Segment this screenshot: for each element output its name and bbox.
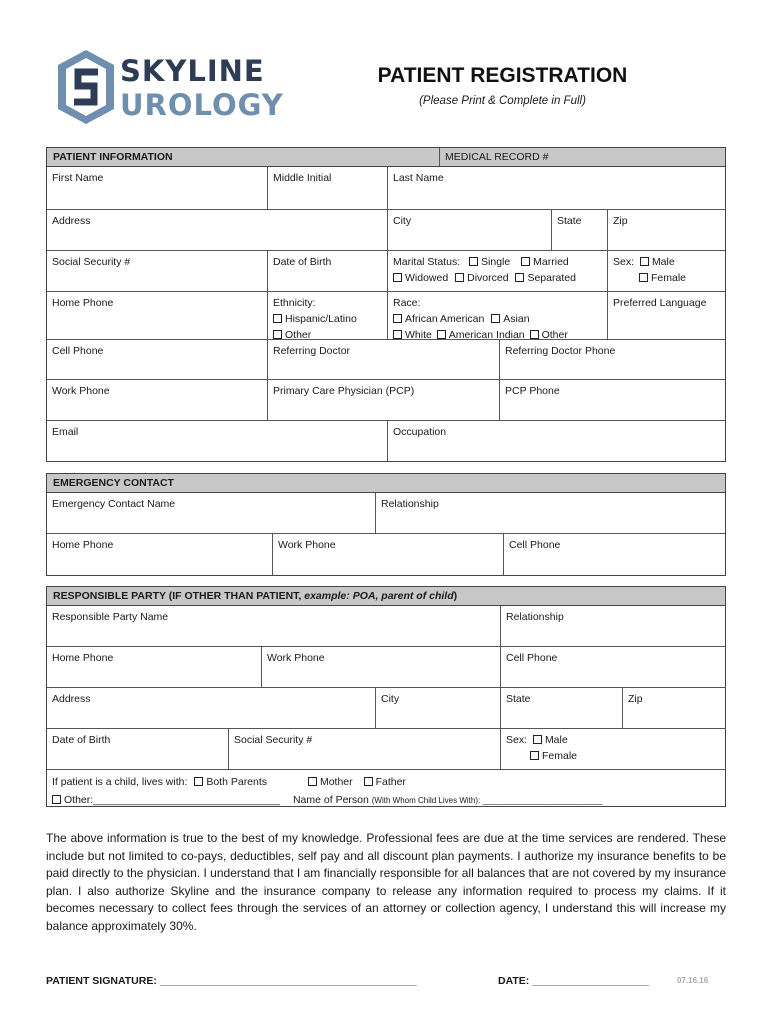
emergency-work-phone-field[interactable]: Work Phone xyxy=(272,534,503,575)
responsible-ssn-field[interactable]: Social Security # xyxy=(228,729,500,769)
responsible-city-field[interactable]: City xyxy=(375,688,500,728)
form-version: 07.16.16 xyxy=(677,976,709,985)
first-name-field[interactable]: First Name xyxy=(52,172,104,184)
medical-record-field[interactable]: MEDICAL RECORD # xyxy=(439,148,725,166)
marital-single-label: Single xyxy=(481,256,511,268)
race-american-indian-label: American Indian xyxy=(448,329,525,341)
race-asian-label: Asian xyxy=(503,313,530,325)
sex-female-checkbox[interactable] xyxy=(639,273,648,282)
pcp-phone-field[interactable]: PCP Phone xyxy=(499,380,725,420)
both-parents-checkbox[interactable] xyxy=(194,777,203,786)
race-african-american-label: African American xyxy=(405,313,485,325)
ethnicity-group xyxy=(267,292,387,339)
ethnicity-other-label: Other xyxy=(285,329,312,341)
marital-status-label: Marital Status: xyxy=(393,256,461,268)
race-other-checkbox[interactable] xyxy=(530,330,539,339)
ethnicity-label: Ethnicity: xyxy=(273,297,316,309)
responsible-dob-field[interactable]: Date of Birth xyxy=(52,734,111,746)
race-group xyxy=(387,292,607,339)
cell-phone-field[interactable]: Cell Phone xyxy=(52,345,104,357)
city-field[interactable]: City xyxy=(387,210,551,250)
race-american-indian-checkbox[interactable] xyxy=(437,330,446,339)
sex-male-checkbox[interactable] xyxy=(640,257,649,266)
logo-text-skyline: SKYLINE xyxy=(120,54,265,88)
marital-married-checkbox[interactable] xyxy=(521,257,530,266)
marital-divorced-checkbox[interactable] xyxy=(455,273,464,282)
email-field[interactable]: Email xyxy=(52,426,79,438)
responsible-sex-male-label: Male xyxy=(544,734,568,746)
race-asian-checkbox[interactable] xyxy=(491,314,500,323)
marital-widowed-label: Widowed xyxy=(405,272,449,284)
marital-single-checkbox[interactable] xyxy=(469,257,478,266)
emergency-contact-name-field[interactable]: Emergency Contact Name xyxy=(52,498,176,510)
heading-example: example: POA, parent of child xyxy=(304,590,454,602)
emergency-contact-heading: EMERGENCY CONTACT xyxy=(47,474,725,493)
race-label: Race: xyxy=(393,297,421,309)
responsible-cell-phone-field[interactable]: Cell Phone xyxy=(500,647,725,687)
marital-married-label: Married xyxy=(533,256,569,268)
patient-signature-line[interactable]: PATIENT SIGNATURE: ____________________________________________ xyxy=(46,975,417,987)
logo-text-urology: UROLOGY xyxy=(120,88,284,122)
preferred-language-field[interactable]: Preferred Language xyxy=(607,292,725,339)
ssn-field[interactable]: Social Security # xyxy=(52,256,131,268)
other-line-field[interactable]: Other:________________________________ xyxy=(64,794,281,806)
zip-field[interactable]: Zip xyxy=(607,210,725,250)
mother-label: Mother xyxy=(319,776,353,788)
dob-field[interactable]: Date of Birth xyxy=(267,251,387,291)
page-title: PATIENT REGISTRATION xyxy=(377,64,628,87)
consent-statement: The above information is true to the best of my knowledge. Professional fees are due at the time services are rendered. These include but not limited to co-pays, deductibles, self pay and all discount plan payments. I authorize my insurance benefits to be paid directly to the physician. I understand that I am financially responsible for all balances that are not covered by my insurance plan. I also authorize Skyline and the insurance company to release any information required to process my claims. If it becomes necessary to collect fees through the services of an attorney or collection agency, I understand this will increase my balance approximately 30%. xyxy=(46,831,726,933)
ethnicity-hispanic-checkbox[interactable] xyxy=(273,314,282,323)
last-name-field[interactable]: Last Name xyxy=(387,167,725,209)
responsible-home-phone-field[interactable]: Home Phone xyxy=(52,652,114,664)
address-field[interactable]: Address xyxy=(52,215,91,227)
race-white-checkbox[interactable] xyxy=(393,330,402,339)
father-checkbox[interactable] xyxy=(364,777,373,786)
date-line[interactable]: DATE: ____________________ xyxy=(498,975,650,987)
responsible-sex-male-checkbox[interactable] xyxy=(533,735,542,744)
responsible-party-section xyxy=(46,586,726,807)
responsible-sex-female-label: Female xyxy=(542,750,578,762)
mother-checkbox[interactable] xyxy=(308,777,317,786)
section-header xyxy=(47,148,725,167)
responsible-address-field[interactable]: Address xyxy=(52,693,91,705)
marital-divorced-label: Divorced xyxy=(467,272,509,284)
emergency-cell-phone-field[interactable]: Cell Phone xyxy=(503,534,725,575)
race-african-american-checkbox[interactable] xyxy=(393,314,402,323)
race-other-label: Other xyxy=(541,329,568,341)
name-of-person-label: Name of Person xyxy=(292,794,369,806)
responsible-party-name-field[interactable]: Responsible Party Name xyxy=(52,611,169,623)
patient-information-section xyxy=(46,147,726,462)
emergency-contact-section xyxy=(46,473,726,576)
responsible-sex-label: Sex: xyxy=(506,734,528,746)
middle-initial-field[interactable]: Middle Initial xyxy=(267,167,387,209)
home-phone-field[interactable]: Home Phone xyxy=(52,297,114,309)
other-checkbox[interactable] xyxy=(52,795,61,804)
referring-doctor-phone-field[interactable]: Referring Doctor Phone xyxy=(499,340,725,379)
responsible-sex-female-checkbox[interactable] xyxy=(530,751,539,760)
ethnicity-hispanic-label: Hispanic/Latino xyxy=(285,313,357,325)
referring-doctor-field[interactable]: Referring Doctor xyxy=(267,340,499,379)
page-subtitle: (Please Print & Complete in Full) xyxy=(419,95,586,107)
responsible-zip-field[interactable]: Zip xyxy=(622,688,725,728)
lives-with-label: If patient is a child, lives with: xyxy=(52,776,188,788)
responsible-work-phone-field[interactable]: Work Phone xyxy=(261,647,500,687)
emergency-home-phone-field[interactable]: Home Phone xyxy=(52,539,114,551)
marital-separated-checkbox[interactable] xyxy=(515,273,524,282)
ethnicity-other-checkbox[interactable] xyxy=(273,330,282,339)
heading-close: ) xyxy=(453,590,458,602)
emergency-relationship-field[interactable]: Relationship xyxy=(375,493,725,533)
lives-with-group xyxy=(47,770,725,806)
both-parents-label: Both Parents xyxy=(206,776,268,788)
race-white-label: White xyxy=(405,329,432,341)
responsible-state-field[interactable]: State xyxy=(500,688,622,728)
sex-label: Sex: xyxy=(613,256,635,268)
responsible-relationship-field[interactable]: Relationship xyxy=(500,606,725,646)
sex-male-label: Male xyxy=(651,256,675,268)
sex-group xyxy=(607,251,725,291)
responsible-party-heading xyxy=(47,587,725,606)
heading-text: RESPONSIBLE PARTY (IF OTHER THAN PATIENT, xyxy=(53,590,305,602)
state-field[interactable]: State xyxy=(551,210,607,250)
marital-status-group xyxy=(387,251,607,291)
marital-widowed-checkbox[interactable] xyxy=(393,273,402,282)
work-phone-field[interactable]: Work Phone xyxy=(52,385,110,397)
patient-information-heading: PATIENT INFORMATION xyxy=(47,148,439,166)
father-label: Father xyxy=(375,776,406,788)
marital-separated-label: Separated xyxy=(527,272,576,284)
occupation-field[interactable]: Occupation xyxy=(387,421,725,461)
name-of-person-field[interactable]: (With Whom Child Lives With): ___________________________ xyxy=(371,796,603,805)
responsible-sex-group xyxy=(500,729,725,769)
pcp-field[interactable]: Primary Care Physician (PCP) xyxy=(267,380,499,420)
sex-female-label: Female xyxy=(651,272,687,284)
